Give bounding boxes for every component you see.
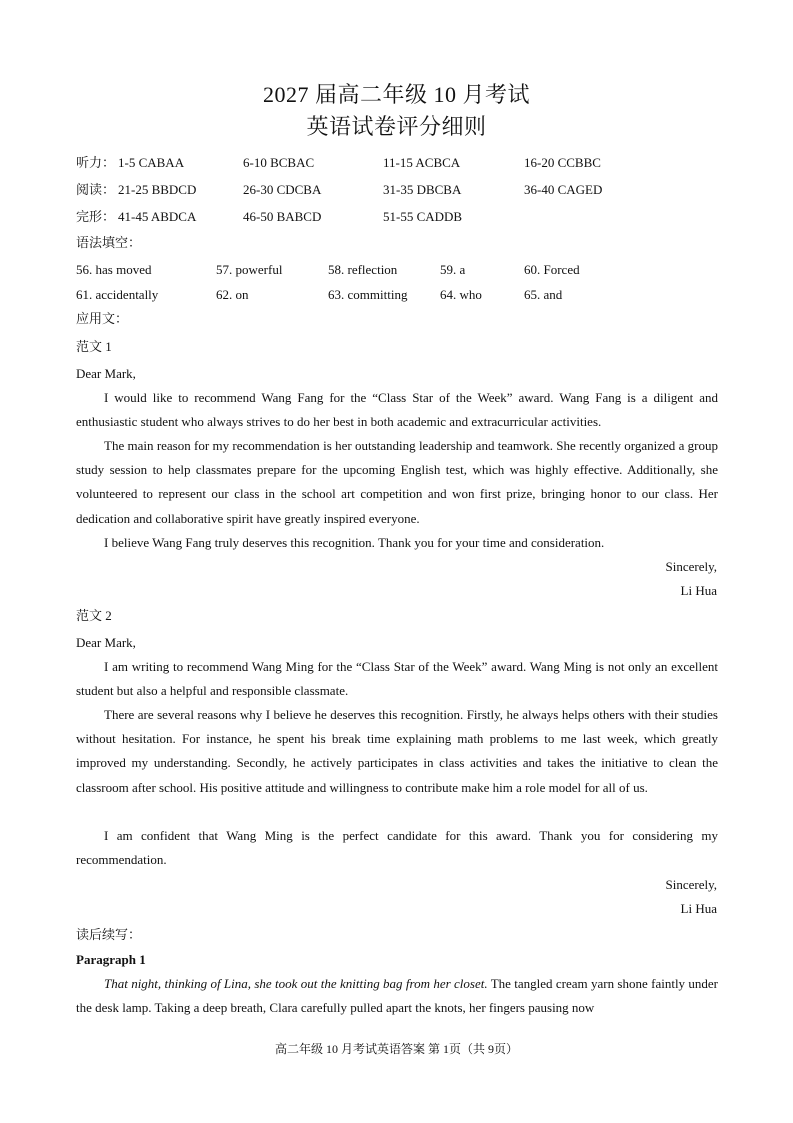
sample1-signature: Li Hua	[680, 583, 717, 598]
continuation-writing-label: 读后续写：	[76, 927, 142, 942]
sample2-paragraph: I am confident that Wang Ming is the perfect candidate for this award. Thank you for considering my recommendation.	[76, 828, 718, 868]
answer-group: 46-50 BABCD	[243, 209, 322, 224]
sample2-signature: Li Hua	[680, 901, 717, 916]
grammar-answer: 65. and	[524, 287, 563, 302]
exam-title: 2027 届高二年级 10 月考试	[262, 82, 530, 107]
page-footer: 高二年级 10 月考试英语答案 第 1页（共 9页）	[274, 1042, 518, 1056]
cloze-label: 完形：	[76, 209, 116, 224]
sample1-greeting: Dear Mark,	[76, 366, 136, 381]
answer-group: 51-55 CADDB	[383, 209, 463, 224]
paragraph1-continuation: The tangled cream yarn shone faintly under the desk lamp. Taking a deep breath, Clara carefully pulled apart the knots, her fingers pausing now	[76, 976, 719, 1016]
grammar-answer: 59. a	[440, 262, 466, 277]
reading-label: 阅读：	[76, 182, 116, 197]
answer-group: 31-35 DBCBA	[383, 182, 462, 197]
answer-group: 11-15 ACBCA	[383, 155, 461, 170]
sample2-paragraph: I am writing to recommend Wang Ming for the “Class Star of the Week” award. Wang Ming is not only an excellent student but also a helpful and responsible classmate.	[76, 659, 718, 699]
sample2-greeting: Dear Mark,	[76, 635, 136, 650]
grammar-answer: 61. accidentally	[76, 287, 159, 302]
answer-group: 26-30 CDCBA	[243, 182, 322, 197]
sample1-paragraph: I believe Wang Fang truly deserves this recognition. Thank you for your time and consideration.	[104, 535, 605, 550]
answer-group: 16-20 CCBBC	[524, 155, 601, 170]
answer-group: 1-5 CABAA	[118, 155, 185, 170]
paragraph1-text	[76, 972, 718, 1020]
answer-group: 41-45 ABDCA	[118, 209, 197, 224]
grammar-answer: 57. powerful	[216, 262, 283, 277]
grammar-answer: 60. Forced	[524, 262, 580, 277]
grammar-answer: 58. reflection	[328, 262, 398, 277]
answer-group: 6-10 BCBAC	[243, 155, 315, 170]
sample1-paragraph: The main reason for my recommendation is her outstanding leadership and teamwork. She recently organized a group study session to help classmates prepare for the upcoming English test, which was highly effective. Additionally, she volunteered to represent our class in the school art competition and won first prize, bringing honor to our class. Her dedication and collaborative spirit have greatly inspired everyone.	[76, 438, 718, 526]
grammar-answer: 56. has moved	[76, 262, 152, 277]
exam-subtitle: 英语试卷评分细则	[306, 114, 487, 139]
sample1-label: 范文 1	[76, 339, 112, 354]
grammar-answer: 62. on	[216, 287, 249, 302]
grammar-answer: 63. committing	[328, 287, 408, 302]
grammar-label: 语法填空：	[76, 235, 142, 250]
grammar-answer: 64. who	[440, 287, 482, 302]
practical-writing-label: 应用文：	[76, 311, 129, 326]
listening-label: 听力：	[76, 155, 116, 170]
paragraph1-heading: Paragraph 1	[76, 952, 146, 967]
sample2-label: 范文 2	[76, 608, 112, 623]
answer-group: 36-40 CAGED	[524, 182, 603, 197]
answer-group: 21-25 BBDCD	[118, 182, 197, 197]
sample1-paragraph: I would like to recommend Wang Fang for the “Class Star of the Week” award. Wang Fang is a diligent and enthusiastic student who always strives to do her best in both academic and extracurricular activities.	[76, 390, 718, 430]
sample2-paragraph: There are several reasons why I believe he deserves this recognition. Firstly, he always helps others with their studies without hesitation. For instance, he spent his break time explaining math problems to me last week, which greatly improved my understanding. Secondly, he actively participates in class activities and takes the initiative to clean the classroom after school. His positive attitude and willingness to contribute make him a role model for all of us.	[76, 707, 718, 795]
paragraph1-opening-sentence: That night, thinking of Lina, she took out the knitting bag from her closet.	[104, 976, 488, 991]
sample2-closing: Sincerely,	[665, 877, 717, 892]
sample1-closing: Sincerely,	[665, 559, 717, 574]
